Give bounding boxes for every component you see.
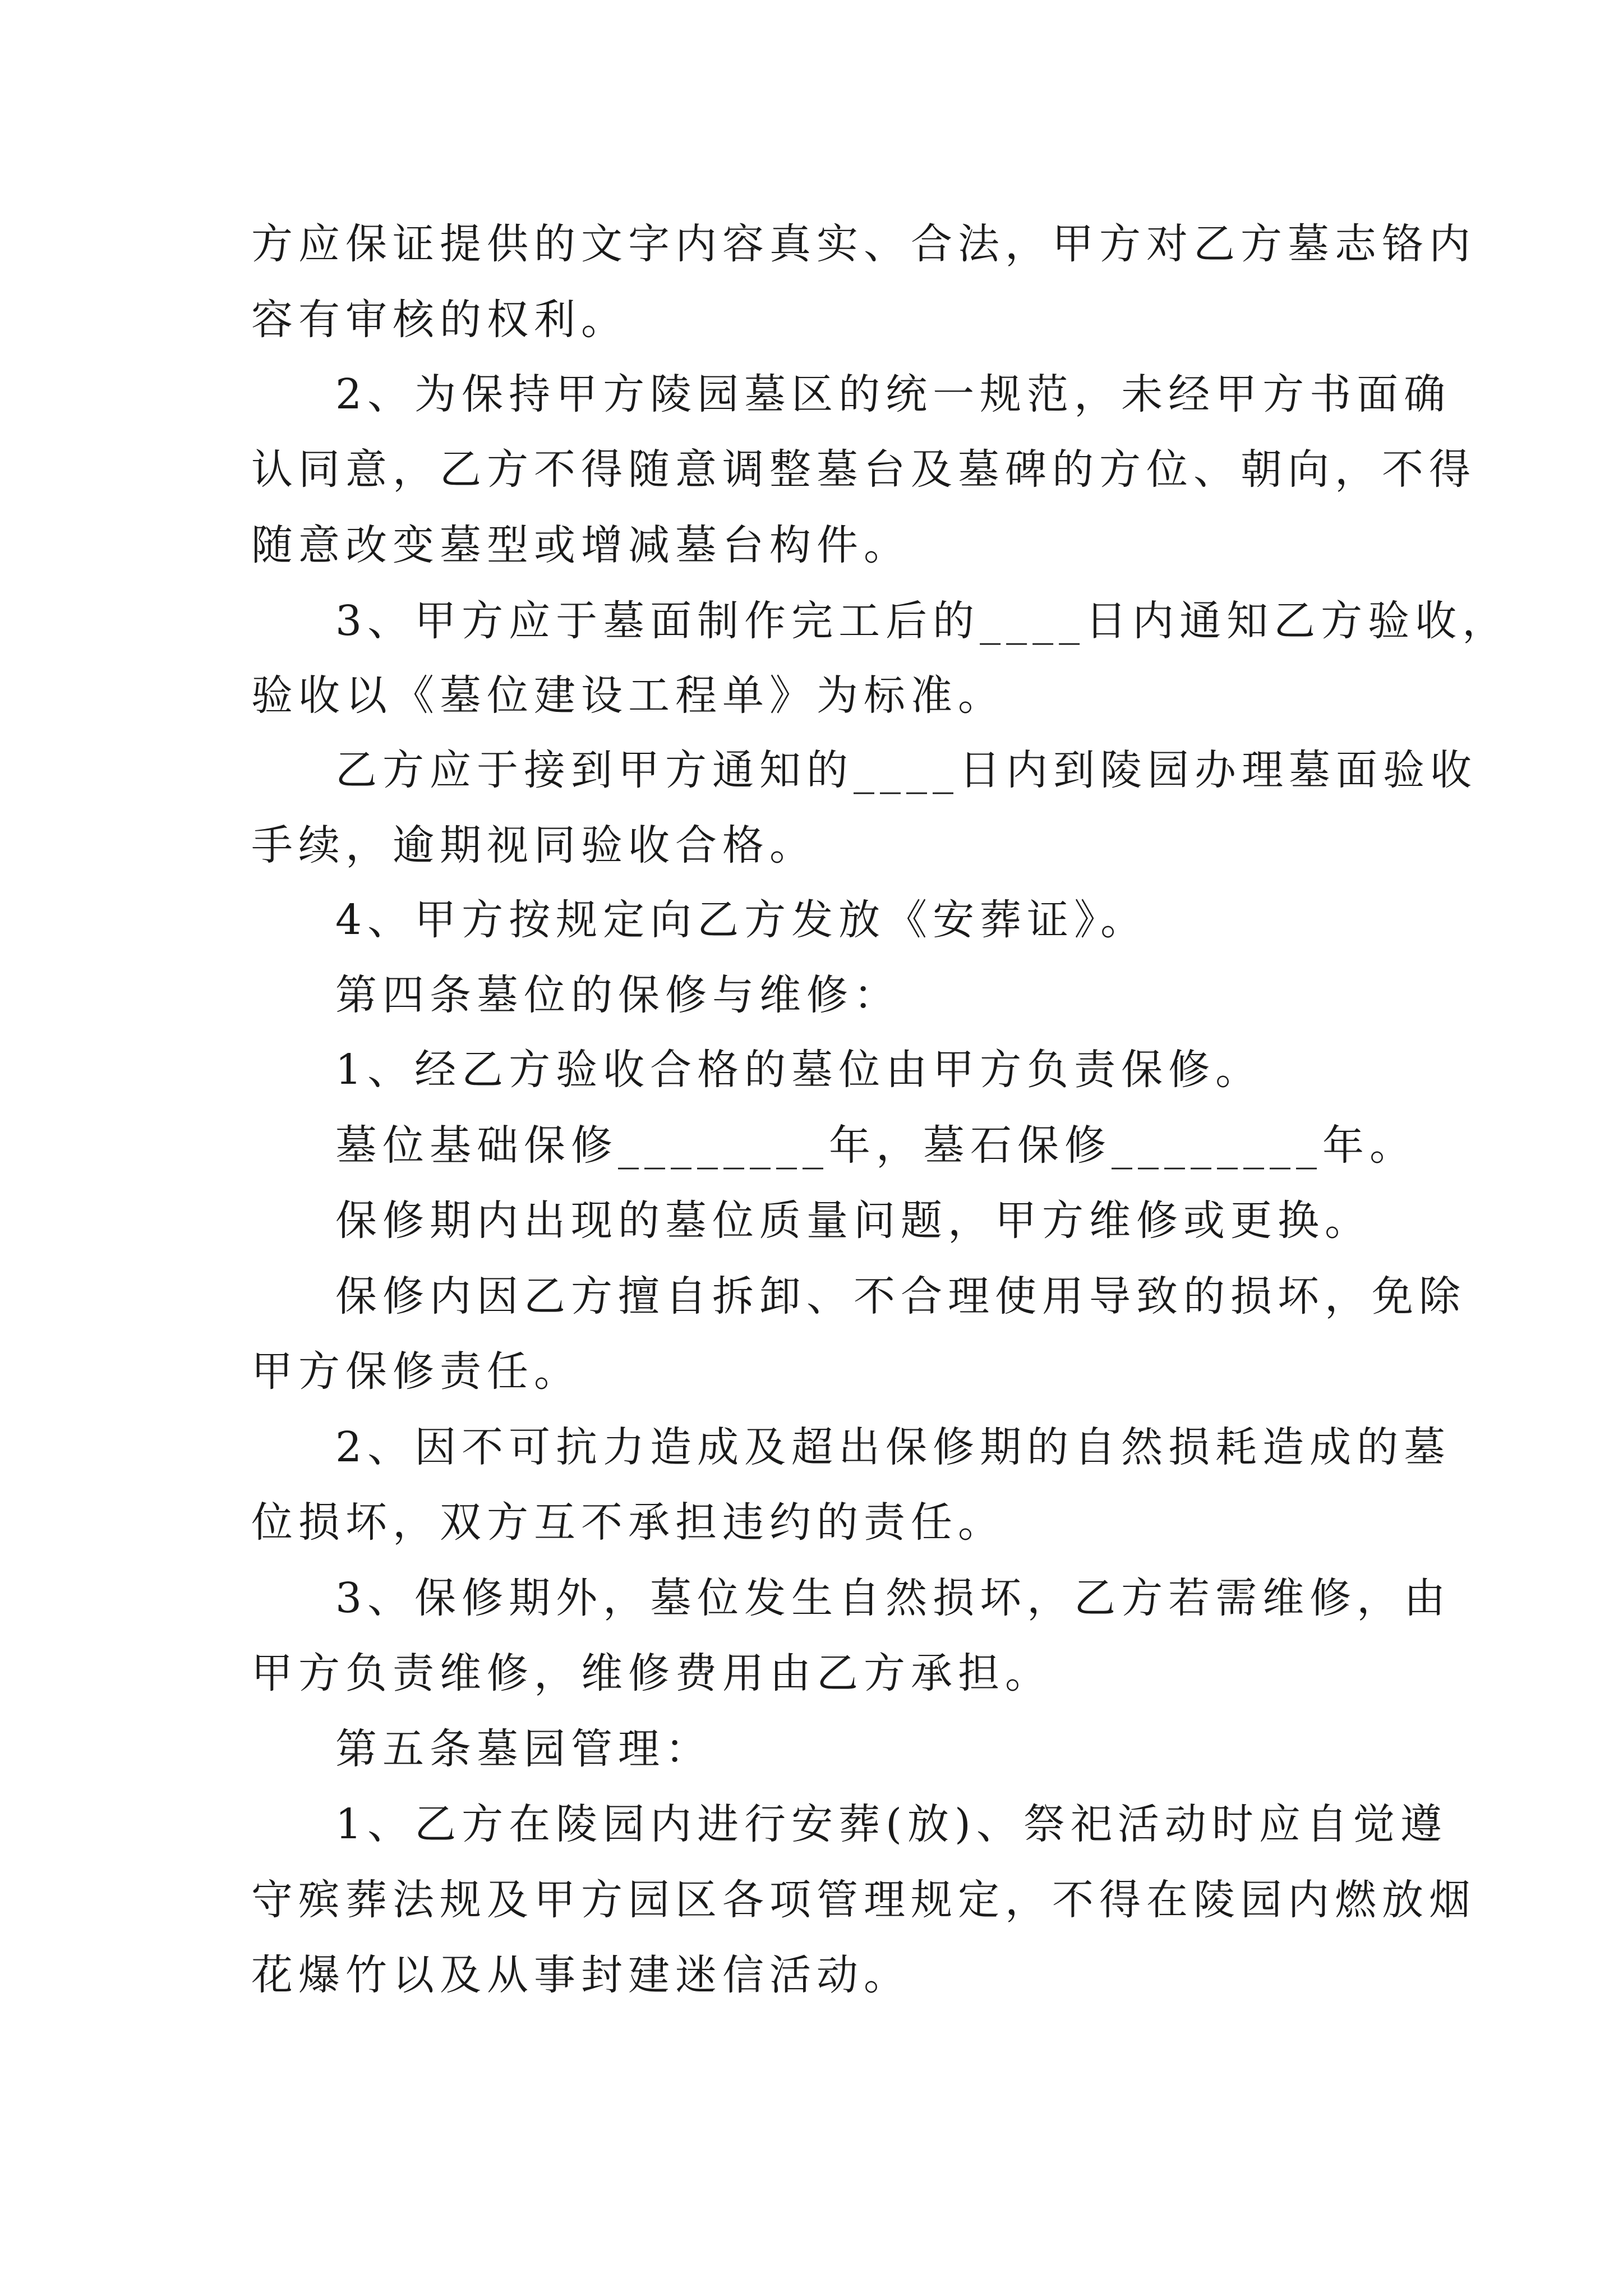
text-line: 随意改变墓型或增减墓台构件。 bbox=[251, 521, 911, 569]
text-line: 位损坏，双方互不承担违约的责任。 bbox=[251, 1498, 1005, 1547]
section-heading: 第五条墓园管理： bbox=[335, 1725, 712, 1773]
text-line: 乙方应于接到甲方通知的____日内到陵园办理墓面验收 bbox=[335, 746, 1477, 794]
text-line: 1、乙方在陵园内进行安葬(放)、祭祀活动时应自觉遵 bbox=[335, 1800, 1447, 1848]
text-line: 2、因不可抗力造成及超出保修期的自然损耗造成的墓 bbox=[335, 1423, 1451, 1471]
section-heading: 第四条墓位的保修与维修： bbox=[335, 971, 901, 1019]
text-line: 花爆竹以及从事封建迷信活动。 bbox=[251, 1951, 911, 1999]
text-line: 容有审核的权利。 bbox=[251, 296, 628, 344]
text-line: 守殡葬法规及甲方园区各项管理规定，不得在陵园内燃放烟 bbox=[251, 1876, 1476, 1924]
text-line: 验收以《墓位建设工程单》为标准。 bbox=[251, 671, 1005, 720]
text-line: 方应保证提供的文字内容真实、合法，甲方对乙方墓志铬内 bbox=[251, 220, 1476, 268]
text-line: 甲方保修责任。 bbox=[251, 1347, 581, 1396]
text-line: 保修内因乙方擅自拆卸、不合理使用导致的损坏，免除 bbox=[335, 1272, 1466, 1320]
text-line: 4、甲方按规定向乙方发放《安葬证》。 bbox=[335, 896, 1148, 944]
text-line: 3、保修期外，墓位发生自然损坏，乙方若需维修，由 bbox=[335, 1574, 1451, 1622]
text-line: 1、经乙方验收合格的墓位由甲方负责保修。 bbox=[335, 1046, 1263, 1094]
text-line: 保修期内出现的墓位质量问题，甲方维修或更换。 bbox=[335, 1197, 1372, 1245]
text-line: 手续，逾期视同验收合格。 bbox=[251, 821, 817, 869]
text-line: 3、甲方应于墓面制作完工后的____日内通知乙方验收， bbox=[335, 597, 1510, 645]
text-line: 墓位基础保修________年，墓石保修________年。 bbox=[335, 1121, 1417, 1170]
text-line: 甲方负责维修，维修费用由乙方承担。 bbox=[251, 1649, 1052, 1697]
text-line: 2、为保持甲方陵园墓区的统一规范，未经甲方书面确 bbox=[335, 370, 1451, 418]
text-line: 认同意，乙方不得随意调整墓台及墓碑的方位、朝向，不得 bbox=[251, 445, 1476, 494]
